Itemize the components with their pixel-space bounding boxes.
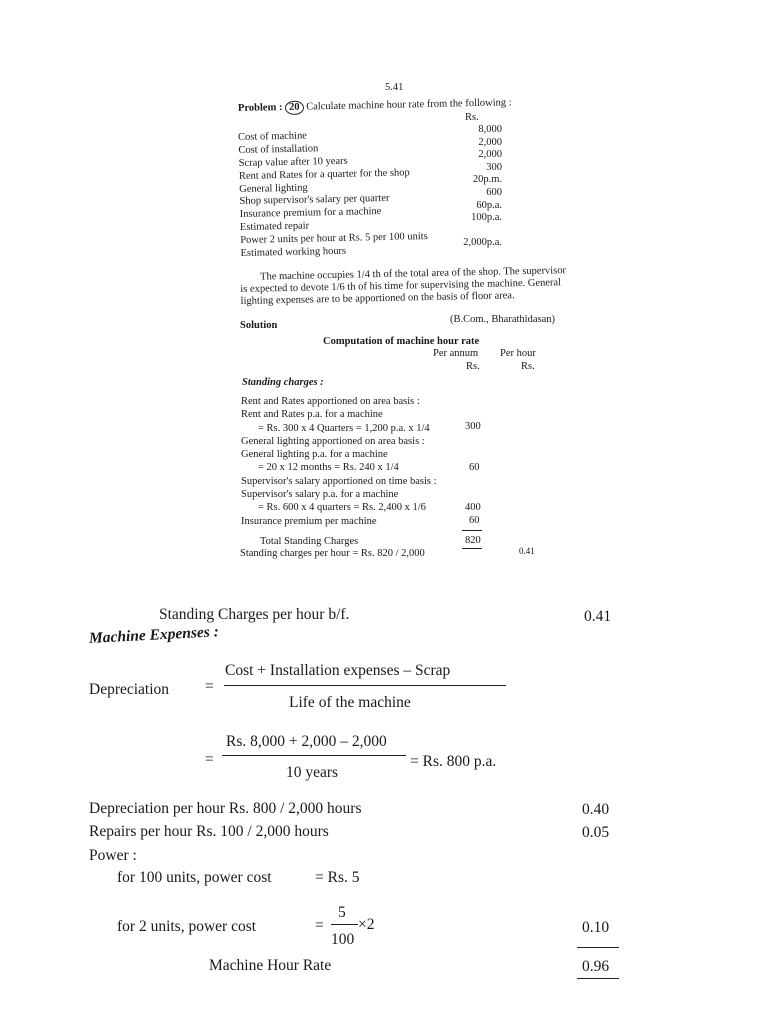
solution-source: (B.Com., Bharathidasan): [450, 314, 555, 325]
page-number: 5.41: [385, 82, 404, 93]
dep-hour-label: Depreciation per hour Rs. 800 / 2,000 hours: [89, 800, 362, 817]
repairs-value: 0.05: [582, 824, 610, 841]
bf-value: 0.41: [584, 608, 612, 625]
power-2-label: for 2 units, power cost: [117, 918, 257, 935]
value-cost-of-installation: 2,000: [478, 136, 502, 148]
mhr-rule-top: [577, 947, 619, 948]
bf-label: Standing Charges per hour b/f.: [159, 606, 350, 623]
repairs-label: Repairs per hour Rs. 100 / 2,000 hours: [89, 823, 329, 840]
item-cost-of-machine: Cost of machine: [238, 130, 308, 143]
dep-denominator: Life of the machine: [289, 694, 411, 711]
item-working-hours: Estimated working hours: [240, 245, 347, 259]
problem-note: [240, 265, 567, 308]
col-unit-annum: Rs.: [466, 361, 480, 372]
problem-label: Problem :: [237, 102, 283, 114]
problem-statement: Calculate machine hour rate from the following :: [306, 97, 512, 113]
power-frac-num: 5: [338, 904, 346, 921]
item-scrap-value: Scrap value after 10 years: [238, 155, 348, 169]
power-label: Power :: [89, 847, 137, 864]
note-line-1: The machine occupies 1/4 th of the total area of the shop. The supervisor: [259, 265, 567, 283]
dep-numerator-2: Rs. 8,000 + 2,000 – 2,000: [226, 733, 387, 750]
power-times: ×2: [358, 916, 375, 933]
standing-heading: Standing charges :: [242, 377, 324, 388]
sol-line-5: General lighting p.a. for a machine: [241, 449, 388, 461]
item-insurance: Insurance premium for a machine: [239, 206, 382, 221]
dep-label: Depreciation: [89, 681, 170, 698]
mhr-label: Machine Hour Rate: [209, 957, 332, 974]
dep-fraction-line: [224, 685, 506, 686]
solution-lines: [241, 396, 437, 529]
power-fraction-line: [331, 924, 358, 925]
continuation-section: [0, 588, 768, 1024]
item-estimated-repair: Estimated repair: [239, 220, 310, 234]
total-rule-bottom: [462, 548, 482, 549]
mhr-rule-bottom: [577, 978, 619, 979]
dep-eq: =: [205, 678, 214, 695]
problem-items-labels: [238, 128, 428, 261]
sol-line-9: = Rs. 600 x 4 quarters = Rs. 2,400 x 1/6: [258, 502, 426, 514]
power-value: 0.10: [582, 919, 610, 936]
value-cost-of-machine: 8,000: [478, 124, 502, 135]
mhr-value: 0.96: [582, 958, 610, 975]
per-hour-value: 0.41: [519, 546, 535, 556]
dep-fraction-line-2: [222, 755, 406, 756]
per-hour-label: Standing charges per hour = Rs. 820 / 2,000: [240, 548, 425, 559]
dep-numerator: Cost + Installation expenses – Scrap: [225, 662, 451, 679]
sol-line-2: Rent and Rates p.a. for a machine: [241, 409, 383, 421]
value-power: [420, 225, 502, 238]
power-frac-den: 100: [331, 931, 355, 948]
dep-result: = Rs. 800 p.a.: [410, 753, 497, 770]
dep-eq-2: =: [205, 751, 214, 768]
solution-label: Solution: [240, 320, 278, 331]
value-scrap-value: 2,000: [478, 149, 502, 161]
value-insurance-sol: 60: [469, 515, 480, 526]
value-general-lighting: 20p.m.: [472, 174, 502, 186]
power-100-value: = Rs. 5: [315, 869, 360, 886]
value-total: 820: [465, 535, 481, 546]
machine-heading: Machine Expenses :: [88, 623, 220, 647]
col-per-hour: Per hour: [500, 348, 536, 359]
item-cost-of-installation: Cost of installation: [238, 143, 319, 156]
value-lighting: 60: [469, 462, 480, 473]
value-estimated-repair: 100p.a.: [471, 212, 502, 224]
value-rent-and-rates: 300: [486, 161, 502, 173]
value-insurance: 60p.a.: [476, 199, 502, 211]
table-title: Computation of machine hour rate: [323, 336, 480, 347]
sol-line-4: General lighting apportioned on area basis :: [241, 435, 425, 447]
sol-line-7: Supervisor's salary apportioned on time basis :: [241, 475, 437, 487]
note-line-2: is expected to devote 1/6 th of his time for supervising the machine. General: [240, 277, 562, 295]
sol-line-3: = Rs. 300 x 4 Quarters = 1,200 p.a. x 1/4: [258, 422, 430, 434]
sol-line-6: = 20 x 12 months = Rs. 240 x 1/4: [258, 462, 399, 474]
value-supervisor-salary: 600: [486, 186, 502, 198]
total-rule-top: [462, 530, 482, 531]
problem-number: 20: [285, 101, 304, 115]
sol-line-8: Supervisor's salary p.a. for a machine: [241, 489, 399, 501]
power-eq: =: [315, 917, 324, 934]
problem-items-values: [420, 124, 502, 250]
value-working-hours: 2,000p.a.: [463, 237, 502, 249]
dep-hour-value: 0.40: [582, 801, 610, 818]
value-rent: 300: [465, 421, 481, 432]
item-supervisor-salary: Shop supervisor's salary per quarter: [239, 193, 390, 208]
sol-line-10: Insurance premium per machine: [241, 515, 377, 527]
value-supervisor: 400: [465, 502, 481, 513]
power-100-label: for 100 units, power cost: [117, 869, 272, 886]
col-unit-hour: Rs.: [521, 361, 535, 372]
item-rent-and-rates: Rent and Rates for a quarter for the shop: [238, 167, 410, 182]
currency-header: Rs.: [465, 112, 479, 123]
total-label: Total Standing Charges: [260, 536, 359, 547]
item-general-lighting: General lighting: [239, 182, 308, 195]
dep-denominator-2: 10 years: [286, 764, 339, 781]
item-power: Power 2 units per hour at Rs. 5 per 100 units: [240, 231, 428, 247]
sol-line-1: Rent and Rates apportioned on area basis :: [241, 396, 420, 407]
col-per-annum: Per annum: [433, 348, 479, 359]
note-line-3: lighting expenses are to be apportioned on the basis of floor area.: [240, 290, 515, 307]
